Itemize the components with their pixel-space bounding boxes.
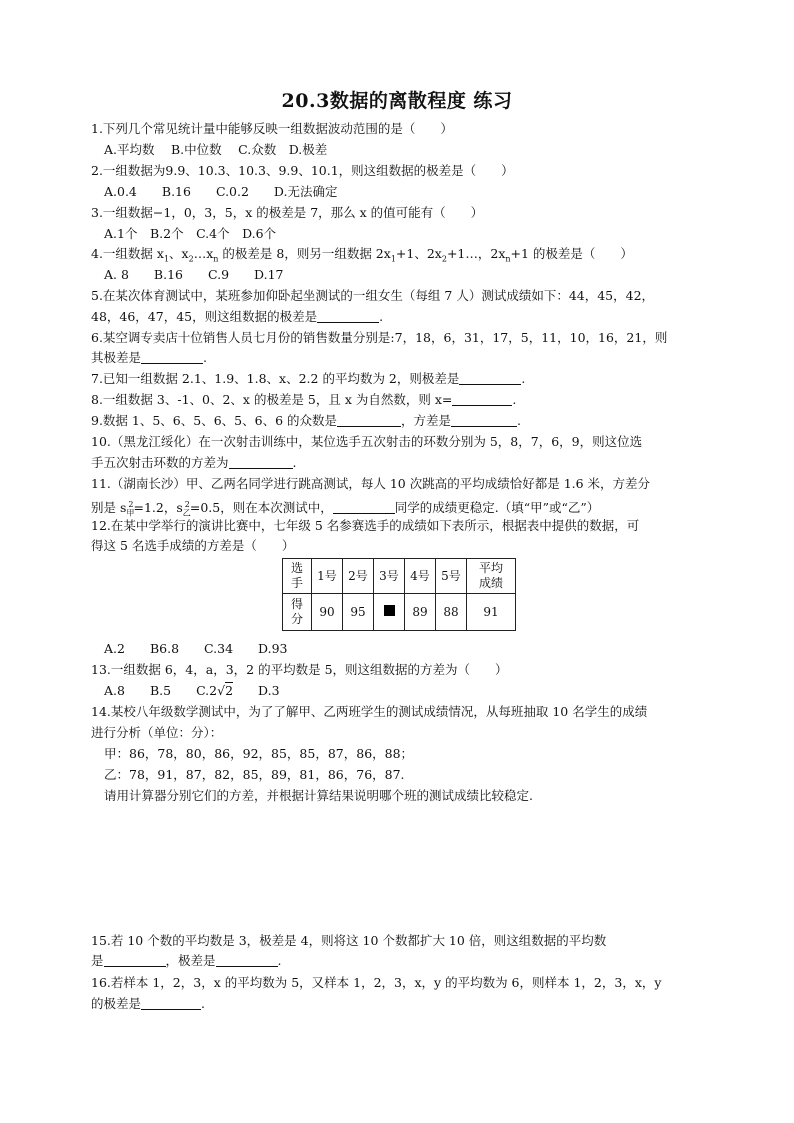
answer-blank[interactable] [459,372,521,385]
answer-blank[interactable] [452,393,512,406]
black-square-icon [384,605,395,616]
question-14-line-1: 14.某校八年级数学测试中，为了了解甲、乙两班学生的测试成绩情况，从每班抽取 10 名学生的成绩 [91,704,648,719]
row-label-cell: 得 分 [283,594,312,631]
answer-blank[interactable] [141,351,203,364]
table-header-row [283,559,516,594]
header-cell: 2号 [343,559,374,594]
answer-blank[interactable] [333,501,395,514]
question-14-line-2: 进行分析（单位：分）： [91,725,223,740]
table-row [283,594,516,631]
question-12-line-1: 12.在某中学举行的演讲比赛中，七年级 5 名参赛选手的成绩如下表所示，根据表中提供的数据，可 [91,518,640,533]
question-1-options: A.平均数 B.中位数 C.众数 D.极差 [104,142,328,157]
page-title: 20.3数据的离散程度 练习 [281,90,513,112]
question-2: 2.一组数据为9.9、10.3、10.3、9.9、10.1，则这组数据的极差是（ ） [91,163,514,178]
score-cell: 91 [467,594,516,631]
answer-blank[interactable] [141,997,201,1010]
question-10-line-1: 10.（黑龙江绥化）在一次射击训练中，某位选手五次射击的环数分别为 5，8，7，6，9，则这位选 [91,434,643,449]
question-5-line-1: 5.在某次体育测试中，某班参加仰卧起坐测试的一组女生（每组 7 人）测试成绩如下：44，45，42， [91,288,655,303]
sqrt-icon: √ [217,683,226,698]
question-13: 13.一组数据 6，4，a，3，2 的平均数是 5，则这组数据的方差为（ ） [91,662,508,677]
header-cell: 1号 [312,559,343,594]
question-12-options: A.2 B6.8 C.34 D.93 [104,641,288,656]
question-3: 3.一组数据−1，0，3，5，x 的极差是 7，那么 x 的值可能有（ ） [91,205,484,220]
score-cell: 90 [312,594,343,631]
question-9: 9.数据 1、5、6、5、6、5、6、6 的众数是 ，方差是 . [91,413,521,428]
question-7: 7.已知一组数据 2.1、1.9、1.8、x、2.2 的平均数为 2，则极差是 . [91,371,526,386]
question-4-options: A. 8 B.16 C.9 D.17 [104,267,284,282]
question-12-line-2: 得这 5 名选手成绩的方差是（ ） [91,538,295,553]
header-cell: 5号 [436,559,467,594]
answer-blank[interactable] [104,954,166,967]
question-15-line-1: 15.若 10 个数的平均数是 3，极差是 4，则将这 10 个数都扩大 10 倍，则这组数据的平均数 [91,933,607,948]
question-2-options: A.0.4 B.16 C.0.2 D.无法确定 [104,184,338,199]
header-cell: 4号 [405,559,436,594]
answer-blank[interactable] [317,310,379,323]
question-10-line-2: 手五次射击环数的方差为 . [91,455,297,470]
header-cell: 选 手 [283,559,312,594]
header-cell: 3号 [374,559,405,594]
question-1: 1.下列几个常见统计量中能够反映一组数据波动范围的是（ ） [91,121,453,136]
question-11-line-1: 11.（湖南长沙）甲、乙两名同学进行跳高测试，每人 10 次跳高的平均成绩恰好都是 1.6 米，方差分 [91,476,651,491]
question-4: 4.一组数据 $x_1$、$x_2\dots x_n$ 的极差是 8，则另一组数据 $2x_1+1$、$2x_2+1\dots$，$2x_n+1$ 的极差是（ ） [91,246,633,264]
question-14-ask: 请用计算器分别它们的方差，并根据计算结果说明哪个班的测试成绩比较稳定. [104,788,533,803]
answer-blank[interactable] [229,456,293,469]
question-6-line-2: 其极差是 . [91,350,207,365]
question-8: 8.一组数据 3、-1、0、2、x 的极差是 5，且 x 为自然数，则 x= . [91,392,517,407]
scores-table [282,558,516,631]
score-cell: 89 [405,594,436,631]
score-cell: 95 [343,594,374,631]
answer-blank[interactable] [337,414,401,427]
question-16-line-2: 的极差是 . [91,996,205,1011]
answer-blank[interactable] [216,954,278,967]
question-5-line-2: 48，46，47，45，则这组数据的极差是 . [91,309,384,324]
hidden-score-cell [374,594,405,631]
question-3-options: A.1个 B.2个 C.4个 D.6个 [104,226,277,241]
class-jia-scores: 甲：86，78，80，86，92，85，85，87，86，88； [104,746,414,761]
answer-blank[interactable] [451,414,517,427]
header-cell: 平均 成绩 [467,559,516,594]
question-16-line-1: 16.若样本 1，2，3，x 的平均数为 5，又样本 1，2，3，x，y 的平均数为 6，则样本 1，2，3，x，y [91,975,662,990]
question-11-line-2: 别是 $s_甲^2=1.2$，$s_乙^2=0.5$，则在本次测试中， 同学的成绩更稳定.（填“甲”或“乙”） [91,500,600,518]
question-13-options: A.8 B.5 C.2√2 D.3 [104,683,280,698]
score-cell: 88 [436,594,467,631]
question-6-line-1: 6.某空调专卖店十位销售人员七月份的销售数量分别是:7，18，6，31，17，5，11，10，16，21，则 [91,330,668,345]
question-15-line-2: 是 ，极差是 . [91,953,282,968]
class-yi-scores: 乙：78，91，87，82，85，89，81，86，76，87. [104,767,405,782]
